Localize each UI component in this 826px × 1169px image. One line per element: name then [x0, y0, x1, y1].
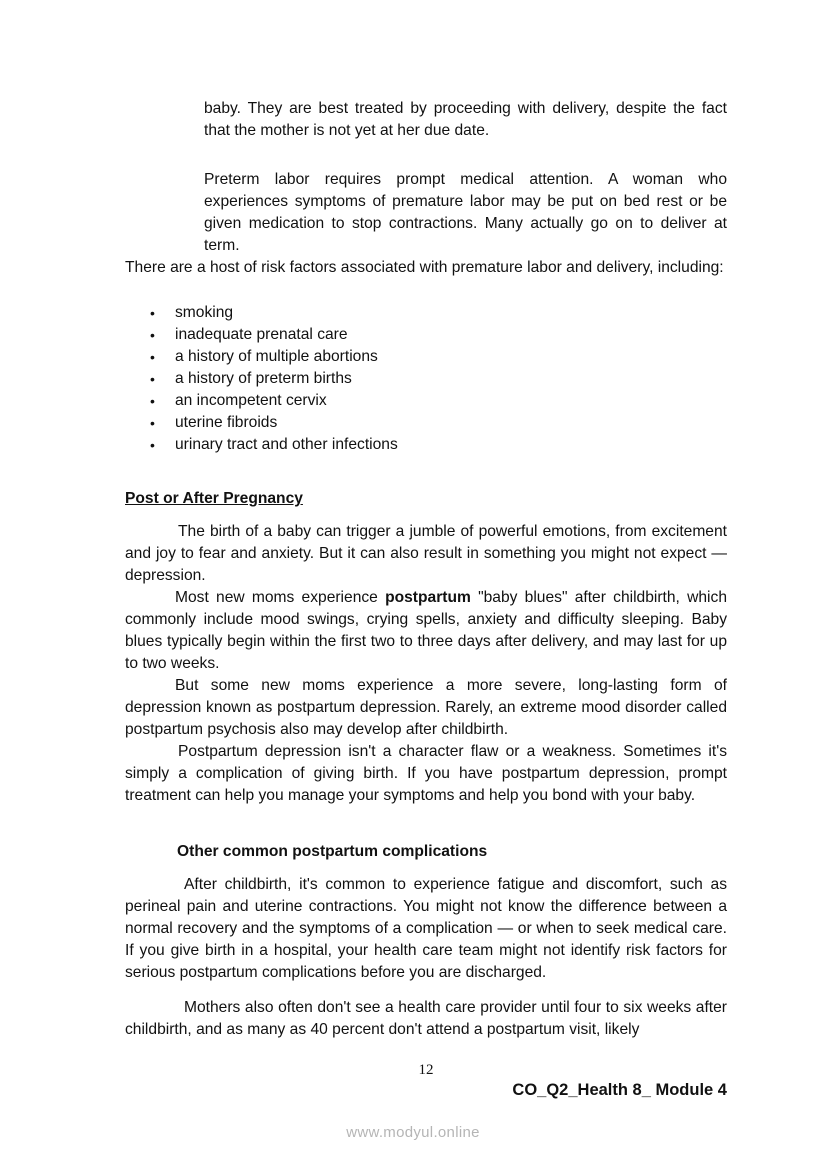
bullet-icon: • — [150, 349, 155, 365]
bullet-icon: • — [150, 327, 155, 343]
complications-paragraph-2: Mothers also often don't see a health care provider until four to six weeks after childbirth, and as many as 40 percent don't attend a postpartum visit, likely — [125, 999, 727, 1038]
section-heading-post-pregnancy: Post or After Pregnancy — [125, 490, 303, 507]
post-pregnancy-paragraph-2: Most new moms experience postpartum "baby blues" after childbirth, which commonly include mood swings, crying spells, anxiety and difficulty sleeping. Baby blues typically begin within the first two to three days after delivery, and may last for up to two weeks. — [125, 589, 727, 672]
bullet-icon: • — [150, 305, 155, 321]
list-item: • uterine fibroids — [125, 412, 398, 434]
list-item: • inadequate prenatal care — [125, 324, 398, 346]
risk-factors-intro: There are a host of risk factors associated with premature labor and delivery, including: — [125, 259, 724, 276]
bullet-icon: • — [150, 371, 155, 387]
bullet-icon: • — [150, 437, 155, 453]
post-pregnancy-paragraph-4: Postpartum depression isn't a character flaw or a weakness. Sometimes it's simply a complication of giving birth. If you have postpartum depression, prompt treatment can help you manage your symptoms and help you bond with your baby. — [125, 743, 727, 804]
continuation-paragraph-1: baby. They are best treated by proceeding with delivery, despite the fact that the mother is not yet at her due date. — [204, 100, 727, 139]
watermark: www.modyul.online — [346, 1124, 480, 1141]
complications-paragraph-1: After childbirth, it's common to experience fatigue and discomfort, such as perineal pain and uterine contractions. You might not know the difference between a normal recovery and the symptoms of a complication — or when to seek medical care. If you give birth in a hospital, your health care team might not identify risk factors for serious postpartum complications before you are discharged. — [125, 876, 727, 981]
page-number: 12 — [418, 1062, 434, 1078]
continuation-paragraph-2: Preterm labor requires prompt medical attention. A woman who experiences symptoms of premature labor may be put on bed rest or be given medication to stop contractions. Many actually go on to deliver at term. — [204, 171, 727, 254]
list-item: • smoking — [125, 302, 398, 324]
risk-factors-list — [125, 302, 398, 456]
list-item: • urinary tract and other infections — [125, 434, 398, 456]
list-item: • an incompetent cervix — [125, 390, 398, 412]
list-item: • a history of multiple abortions — [125, 346, 398, 368]
bullet-icon: • — [150, 393, 155, 409]
section-heading-complications: Other common postpartum complications — [177, 843, 488, 860]
post-pregnancy-paragraph-3: But some new moms experience a more severe, long-lasting form of depression known as postpartum depression. Rarely, an extreme mood disorder called postpartum psychosis also may develop after childbirth. — [125, 677, 727, 738]
bullet-icon: • — [150, 415, 155, 431]
module-footer: CO_Q2_Health 8_ Module 4 — [512, 1081, 727, 1099]
postpartum-term: postpartum — [385, 589, 471, 606]
post-pregnancy-paragraph-1: The birth of a baby can trigger a jumble of powerful emotions, from excitement and joy to fear and anxiety. But it can also result in something you might not expect — depression. — [125, 523, 727, 584]
list-item: • a history of preterm births — [125, 368, 398, 390]
